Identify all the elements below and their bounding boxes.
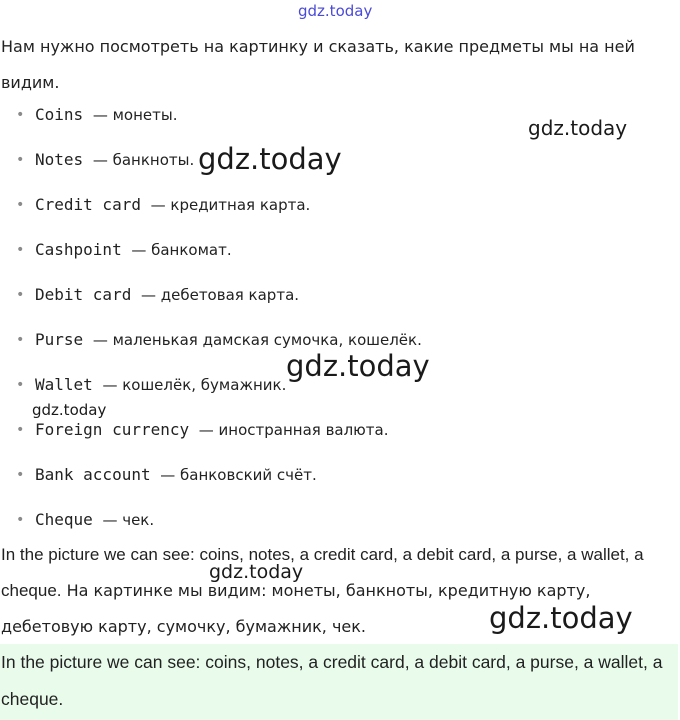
item-russian: — банковский счёт.	[160, 466, 317, 484]
item-english: Wallet	[35, 375, 93, 394]
item-english: Credit card	[35, 195, 141, 214]
answer-russian: На картинке мы видим: монеты, банкноты, кредитную карту, дебетовую карту, сумочку, бумажник, чек.	[1, 581, 591, 636]
watermark-text: gdz.today	[489, 601, 633, 635]
item-english: Cheque	[35, 510, 93, 529]
bullet-icon: •	[16, 197, 25, 213]
bullet-icon: •	[16, 377, 25, 393]
item-english: Debit card	[35, 285, 132, 304]
item-russian: — дебетовая карта.	[140, 286, 300, 304]
list-item	[0, 232, 422, 277]
watermark-text: gdz.today	[209, 561, 304, 583]
bullet-icon: •	[16, 107, 25, 123]
item-english: Purse	[35, 330, 84, 349]
item-russian: — маленькая дамская сумочка, кошелёк.	[92, 331, 422, 349]
watermark-text: gdz.today	[286, 349, 430, 383]
bullet-icon: •	[16, 332, 25, 348]
item-english: Bank account	[35, 465, 151, 484]
list-item	[0, 457, 422, 502]
item-english: Notes	[35, 150, 84, 169]
item-english: Foreign currency	[35, 420, 190, 439]
watermark-text: gdz.today	[528, 116, 628, 140]
highlighted-answer: In the picture we can see: coins, notes, a credit card, a debit card, a purse, a wallet, a cheque.	[0, 644, 678, 720]
watermark-text: gdz.today	[198, 142, 342, 176]
item-russian: — банкноты.	[92, 151, 195, 169]
item-russian: — кредитная карта.	[150, 196, 311, 214]
answer-english: In the picture we can see: coins, notes, a credit card, a debit card, a purse, a wallet, a cheque.	[1, 545, 644, 600]
bullet-icon: •	[16, 422, 25, 438]
item-english: Cashpoint	[35, 240, 122, 259]
watermark-text: gdz.today	[32, 401, 107, 419]
item-russian: — кошелёк, бумажник.	[102, 376, 287, 394]
intro-paragraph: Нам нужно посмотреть на картинку и сказать, какие предметы мы на ней видим.	[1, 37, 635, 92]
bullet-icon: •	[16, 242, 25, 258]
item-russian: — чек.	[102, 511, 155, 529]
watermark-text: gdz.today	[298, 2, 373, 20]
list-item	[0, 277, 422, 322]
bullet-icon: •	[16, 467, 25, 483]
list-item	[0, 97, 422, 142]
bullet-icon: •	[16, 512, 25, 528]
item-russian: — монеты.	[92, 106, 178, 124]
item-russian: — иностранная валюта.	[198, 421, 389, 439]
bullet-icon: •	[16, 287, 25, 303]
item-english: Coins	[35, 105, 84, 124]
item-russian: — банкомат.	[131, 241, 232, 259]
bullet-icon: •	[16, 152, 25, 168]
list-item	[0, 187, 422, 232]
